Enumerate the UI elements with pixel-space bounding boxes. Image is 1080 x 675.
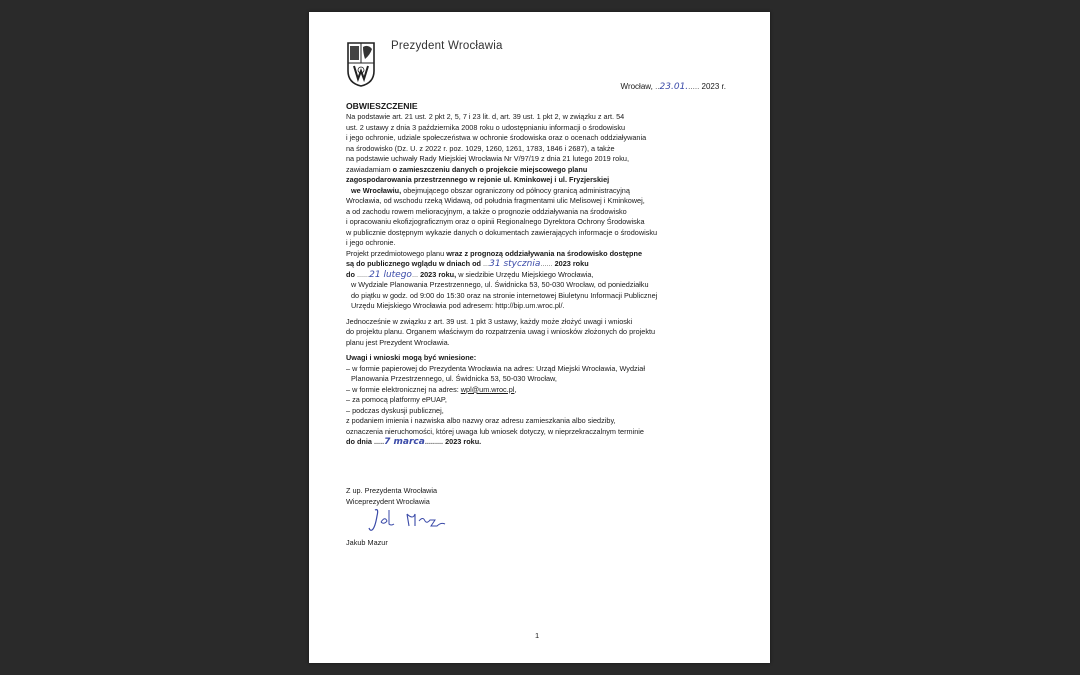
notice-lead: zawiadamiam	[346, 164, 391, 174]
submission-item: – za pomocą platformy ePUAP,	[346, 395, 447, 404]
project-bold: 2023 roku	[554, 259, 589, 268]
notice-bold: zagospodarowania przestrzennego w rejonie ul. Kminkowej i ul. Fryzjerskiej	[346, 175, 610, 184]
project-paragraph: Projekt przedmiotowego planu wraz z prognozą oddziaływania na środowisko dostępne są do publicznego wglądu w dniach od ...31 stycznia...... 2023 roku do ......21 lutego... 2023 roku, w siedzibie Urzędu Miejskiego Wrocławia, w Wydziale Planowania Przestrzennego, ul. Świdnicka 53, 50-030 Wrocław, od poniedziałku do piątku w godz. od 9:00 do 15:30 oraz na stronie internetowej Biuletynu Informacji Publicznej Urzędu Miejskiego Wrocławia pod adresem: http://bip.um.wroc.pl/.	[346, 249, 731, 312]
signature-line: Z up. Prezydenta Wrocławia	[346, 486, 438, 495]
project-do: do	[346, 269, 355, 279]
project-lead: Projekt przedmiotowego planu	[346, 248, 445, 258]
intro-line: na środowisko (Dz. U. z 2022 r. poz. 1029, 1260, 1261, 1783, 1846 i 2687), a także	[346, 143, 615, 153]
simultaneous-line: Jednocześnie w związku z art. 39 ust. 1 pkt 3 ustawy, każdy może złożyć uwagi i wnioski	[346, 316, 633, 326]
submissions-section	[346, 353, 731, 448]
submission-item: Planowania Przestrzennego, ul. Świdnicka 53, 50-030 Wrocław,	[351, 374, 557, 383]
project-line: w Wydziale Planowania Przestrzennego, ul. Świdnicka 53, 50-030 Wrocław, od poniedziałku	[351, 280, 649, 289]
intro-line: i jego ochronie, udziale społeczeństwa w ochronie środowiska oraz o ocenach oddziaływania	[346, 133, 647, 142]
date-line: Wrocław, ..23.01...... 2023 r.	[620, 82, 726, 92]
signer-name: Jakub Mazur	[346, 538, 388, 547]
project-text: w siedzibie Urzędu Miejskiego Wrocławia,	[458, 269, 594, 279]
simultaneous-paragraph	[346, 317, 731, 349]
intro-line: ust. 2 ustawy z dnia 3 października 2008 roku o udostępnianiu informacji o środowisku	[346, 122, 626, 132]
notice-text: obejmującego obszar ograniczony od północy granicą administracyjną	[403, 185, 630, 195]
project-bold: wraz z prognozą oddziaływania na środowisko dostępne	[446, 248, 643, 258]
deadline-line: do dnia .....7 marca......... 2023 roku.	[346, 437, 482, 447]
signature-line: Wiceprezydent Wrocławia	[346, 496, 430, 506]
intro-paragraph	[346, 112, 731, 165]
simultaneous-line: do projektu planu. Organem właściwym do rozpatrzenia uwag i wniosków złożonych do projektu	[346, 327, 656, 336]
notice-line: Wrocławia, od wschodu rzeką Widawą, od południa fragmentami ulic Melisowej i Kminkowej,	[346, 196, 645, 205]
submission-tail: oznaczenia nieruchomości, której uwaga lub wniosek dotyczy, w nieprzekraczalnym terminie	[346, 426, 644, 436]
date-handwritten: 23.01.	[659, 82, 689, 92]
submission-tail: z podaniem imienia i nazwiska albo nazwy oraz adresu zamieszkania albo siedziby,	[346, 416, 616, 425]
wroclaw-coat-of-arms-icon	[346, 41, 376, 87]
project-line: do piątku w godz. od 9:00 do 15:30 oraz na stronie internetowej Biuletynu Informacji Publicznej	[351, 290, 658, 300]
notice-line: w publicznie dostępnym wykazie danych o dokumentach zawierających informacje o środowisku	[346, 227, 658, 237]
simultaneous-line: planu jest Prezydent Wrocławia.	[346, 337, 450, 347]
intro-line: Na podstawie art. 21 ust. 2 pkt 2, 5, 7 i 23 lit. d, art. 39 ust. 1 pkt 2, w związku z art. 54	[346, 112, 625, 121]
date-prefix: Wrocław,	[620, 82, 653, 91]
signature-block	[346, 486, 437, 507]
handwritten-signature	[367, 506, 457, 536]
document-body	[346, 101, 731, 448]
submission-item: – podczas dyskusji publicznej,	[346, 405, 444, 415]
header-title: Prezydent Wrocławia	[391, 40, 503, 52]
notice-paragraph	[346, 165, 731, 249]
deadline-handwritten: 7 marca	[384, 437, 425, 447]
notice-bold: o zamieszczeniu danych o projekcie miejscowego planu	[392, 164, 588, 174]
submission-item: – w formie papierowej do Prezydenta Wrocławia na adres: Urząd Miejski Wrocławia, Wydział	[346, 363, 645, 373]
from-date-handwritten: 31 stycznia	[489, 259, 541, 269]
document-heading: OBWIESZCZENIE	[346, 101, 418, 111]
email-link[interactable]: wpl@um.wroc.pl	[460, 384, 515, 394]
project-line: Urzędu Miejskiego Wrocławia pod adresem: http://bip.um.wroc.pl/.	[351, 301, 565, 310]
notice-line: i opracowaniu ekofizjograficznym oraz o opinii Regionalnego Dyrektora Ochrony Środowiska	[346, 217, 645, 226]
notice-line: i jego ochronie.	[346, 238, 396, 247]
document-page	[309, 12, 770, 663]
page-number: 1	[535, 631, 540, 640]
notice-line: a od zachodu rowem melioracyjnym, a także o prognozie oddziaływania na środowisko	[346, 206, 627, 216]
intro-line: na podstawie uchwały Rady Miejskiej Wrocławia Nr V/97/19 z dnia 21 lutego 2019 roku,	[346, 154, 629, 163]
project-bold: 2023 roku,	[420, 269, 457, 279]
project-bold: są do publicznego wglądu w dniach od	[346, 259, 481, 268]
notice-bold: we Wrocławiu,	[351, 185, 402, 195]
submission-item: – w formie elektronicznej na adres: wpl@um.wroc.pl,	[346, 384, 517, 394]
date-suffix: 2023 r.	[701, 82, 726, 91]
to-date-handwritten: 21 lutego	[369, 269, 412, 280]
submissions-heading: Uwagi i wnioski mogą być wniesione:	[346, 353, 477, 362]
